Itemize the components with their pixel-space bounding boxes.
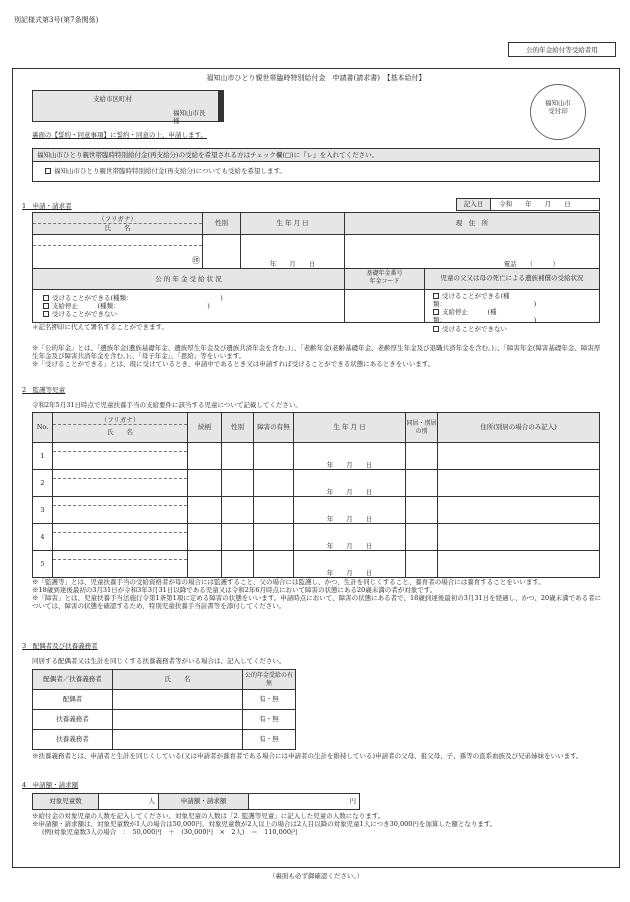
checkbox[interactable] [43,295,49,301]
address-field[interactable] [438,497,600,524]
relation-field[interactable] [188,551,222,578]
additional-box [32,148,600,182]
applicant-name-header [33,213,203,235]
count-field[interactable] [99,794,159,810]
survivor-option-1[interactable] [433,292,591,308]
checkbox[interactable] [433,293,439,299]
dependent-type: 扶養義務者 [33,710,113,730]
phone-label: 電話 （ ） [503,259,559,268]
checkbox[interactable] [45,168,51,174]
dob-field[interactable] [294,524,406,551]
note: ※「監護等」とは、児童扶養手当の受給資格者が母の場合には監護すること、父の場合には監護し、かつ、生計を同じくすること、養育者の場合には養育することをいいます。 [32,578,545,586]
child-name-field[interactable] [53,497,188,524]
child-name-field[interactable] [53,524,188,551]
addressee-box [32,90,224,126]
footer-note: （裏面も必ず御確認ください。） [268,872,364,880]
section4-notes [32,812,610,836]
pension-yes-no[interactable]: 有・無 [243,710,296,730]
office-use-box: 公的年金給付等受給者用 [508,42,616,57]
note: ※「受けることができる」とは、現に受けているとき、申請中であるとき又は申請すれば受けることができる状態にあるときをいいます。 [32,360,435,369]
disability-field[interactable] [254,470,294,497]
address-field[interactable] [345,235,600,269]
note: ※18歳到達後最初の3月31日が令和3年3月31日以降である児童又は令和2年6月時点において障害の状態にある20歳未満の者が対象です。 [32,586,437,595]
pledge-text: 裏面の【誓約・同意事項】に誓約・同意の上、申請します。 [32,131,207,139]
child-row [33,443,600,470]
section2-intro: 令和2年5月31日時点で児童扶養手当の支給要件に該当する児童について記載してください。 [32,401,302,409]
cohabit-field[interactable] [406,524,438,551]
col-type: 配偶者／扶養義務者 [33,670,113,690]
col-cohabit: 同居・別居の別 [406,413,438,443]
pension-option-3[interactable] [43,310,334,318]
row-number: 5 [33,551,53,578]
gender-field[interactable] [222,497,254,524]
child-row [33,470,600,497]
pension-option-1[interactable] [43,294,334,302]
amount-field[interactable] [249,794,360,810]
amount-table [32,793,360,810]
checkbox[interactable] [43,311,49,317]
section3-intro: 同居する配偶者又は生計を同じくする扶養義務者等がいる場合は、記入してください。 [32,657,286,665]
survivor-option-label: 受けることができない [442,324,507,333]
row-number: 4 [33,524,53,551]
name-label: 氏 名 [104,224,131,232]
form-number: 別記様式第3号(第7条関係) [14,16,99,24]
pension-yes-no[interactable]: 有・無 [243,690,296,710]
address-label: 現 住 所 [345,213,600,235]
address-field[interactable] [438,470,600,497]
cohabit-field[interactable] [406,443,438,470]
count-unit: 人 [148,797,155,806]
col-disability: 障害の有無 [254,413,294,443]
pension-option-label: 受けることができる(種類： ) [52,293,223,302]
pension-option-2[interactable] [43,302,334,310]
note: (例)対象児童数3人の場合 ： 50,000円 ＋ (30,000円 × 2人) ＝ 110,000円 [42,828,298,837]
gender-field[interactable] [203,235,241,269]
disability-field[interactable] [254,443,294,470]
additional-option-label: 福知山市ひとり親世帯臨時特別給付金(再支給分)についても受給を希望します。 [54,167,286,175]
disability-field[interactable] [254,497,294,524]
survivor-status-text: 児童の父又は母の死亡による遺族補償の受給状況 [440,274,584,282]
disability-field[interactable] [254,551,294,578]
relation-field[interactable] [188,443,222,470]
cohabit-field[interactable] [406,497,438,524]
form-title: 福知山市ひとり親世帯臨時特別給付金 申請書(請求書) 【基本給付】 [206,74,426,82]
dob-value: 年 月 日 [269,259,316,268]
dob-field[interactable] [241,235,345,269]
col-relation: 続柄 [188,413,222,443]
row-number: 2 [33,470,53,497]
dob-field[interactable] [294,551,406,578]
checkbox[interactable] [43,303,49,309]
relation-field[interactable] [188,470,222,497]
col-no: No. [33,413,53,443]
count-label: 対象児童数 [33,794,99,810]
survivor-option-label: 支給停止 (種類： ) [433,308,537,325]
gender-field[interactable] [222,524,254,551]
row-number: 1 [33,443,53,470]
gender-label: 性別 [203,213,241,235]
address-field[interactable] [438,443,600,470]
amount-unit: 円 [349,797,356,806]
col-name: 氏 名 [113,670,243,690]
pension-yes-no[interactable]: 有・無 [243,730,296,750]
gender-field[interactable] [222,551,254,578]
child-name-field[interactable] [53,470,188,497]
pension-code-field[interactable] [345,290,425,322]
furigana-label: （フリガナ） [33,215,202,224]
dob-value: 年 月 日 [326,460,373,469]
survivor-option-label: 受けることができる(種類： ) [433,292,537,309]
cohabit-field[interactable] [406,551,438,578]
dob-field[interactable] [294,443,406,470]
dependent-type: 配偶者 [33,690,113,710]
dob-field[interactable] [294,470,406,497]
address-field[interactable] [438,551,600,578]
stamp-line2: 受付印 [548,107,568,116]
section2-notes [32,578,602,611]
section3-note: ※扶養義務者とは、申請者と生計を同じくしている(又は申請者が養育者である場合には申請者の生計を維持している)申請者の父母、祖父母、子、孫等の直系血族及び兄弟姉妹をいいます。 [32,752,583,760]
note: ※「公的年金」とは、「遺族年金(遺族基礎年金、遺族厚生年金及び遺族共済年金を含む。)」、「老齢年金(老齢基礎年金、老齢厚生年金及び退職共済年金を含む。)」、「障害年金(障害基礎年金、障害厚生年金及び障害共済年金を含む。)」、「母子年金」、「恩給」等をいいます。 [32,344,601,361]
stamp-line1: 福知山市 [545,99,571,107]
amount-label: 申請額・請求額 [159,794,249,810]
seal-note: ＊記名押印に代えて署名することができます。 [32,323,168,331]
dependent-type: 扶養義務者 [33,730,113,750]
dob-value: 年 月 日 [326,487,373,496]
dob-label: 生 年 月 日 [241,213,345,235]
gender-field[interactable] [222,470,254,497]
section1-notes [32,344,602,368]
disability-field[interactable] [254,524,294,551]
child-name-field[interactable] [53,443,188,470]
seal-mark: ㊞ [192,256,200,265]
col-name-label: 氏 名 [107,428,133,436]
dob-field[interactable] [294,497,406,524]
dependent-name-field[interactable] [113,690,243,710]
dob-value: 年 月 日 [326,541,373,550]
dependents-table [32,669,296,750]
additional-header: 福知山市ひとり親世帯臨時特別給付金(再支給分)の受給を希望される方はチェック欄(□)に『レ』を入れてください。 [33,149,599,162]
gender-field[interactable] [222,443,254,470]
pension-code-label: 基礎年金番号 年金コード [345,269,425,289]
note: ※「障害」とは、児童扶養手当法施行令第1条第1項に定める障害の状態をいいます。申請時点において、障害の状態にある者で、18歳到達後最初の3月31日を経過し、かつ、20歳未満である者については、障害の状態を確認するため、特別児童扶養手当証書等を添付してください。 [32,594,602,611]
dob-value: 年 月 日 [326,568,373,577]
reception-stamp [530,84,586,140]
child-name-field[interactable] [53,551,188,578]
addressee-line2: 福知山市長 様 [173,109,212,126]
col-name [53,413,188,443]
note: ※申請額・請求額は、対象児童数が1人の場合は50,000円、対象児童数が2人以上の場合は2人目以降の対象児童1人につき30,000円を加算した額となります。 [32,820,497,829]
checkbox[interactable] [433,309,439,315]
dependent-name-field[interactable] [113,730,243,750]
entry-date-box [456,198,600,211]
addressee-line1: 支給市区町村 [93,95,132,103]
col-address: 住所(別居の場合のみ記入) [438,413,600,443]
applicant-name-field[interactable] [33,235,203,269]
pension-options[interactable] [33,290,345,323]
children-table [32,412,600,578]
child-row [33,524,600,551]
entry-date-label: 記入日 [457,199,491,210]
survivor-options[interactable] [345,290,600,333]
survivor-option-3[interactable] [433,325,591,333]
entry-date-value: 令和 年 月 日 [499,200,571,208]
note: ※給付金の対象児童の人数を記入してください。対象児童の人数は「2. 監護等児童」に記入した児童の人数になります。 [32,812,385,820]
child-row [33,551,600,578]
section2-heading: 2 監護等児童 [22,386,66,394]
survivor-option-2[interactable] [433,308,591,324]
col-pension: 公的年金受給の有無 [243,670,296,690]
checkbox[interactable] [433,326,439,332]
col-dob: 生 年 月 日 [294,413,406,443]
col-furigana: （フリガナ） [53,416,187,425]
section3-heading: 3 配偶者及び扶養義務者 [22,642,98,650]
section1-heading: 1 申請・請求者 [22,202,72,210]
relation-field[interactable] [188,524,222,551]
dependent-name-field[interactable] [113,710,243,730]
pension-option-label: 支給停止 (種類： ) [52,301,210,310]
pension-status-label: 公 的 年 金 受 給 状 況 [33,269,345,290]
row-number: 3 [33,497,53,524]
address-field[interactable] [438,524,600,551]
relation-field[interactable] [188,497,222,524]
survivor-status-label [345,269,600,290]
additional-option[interactable] [33,162,599,180]
col-gender: 性別 [222,413,254,443]
child-row [33,497,600,524]
cohabit-field[interactable] [406,470,438,497]
dob-value: 年 月 日 [326,514,373,523]
pension-option-label: 受けることができない [52,310,117,319]
section4-heading: 4 申請額・請求額 [22,781,79,789]
